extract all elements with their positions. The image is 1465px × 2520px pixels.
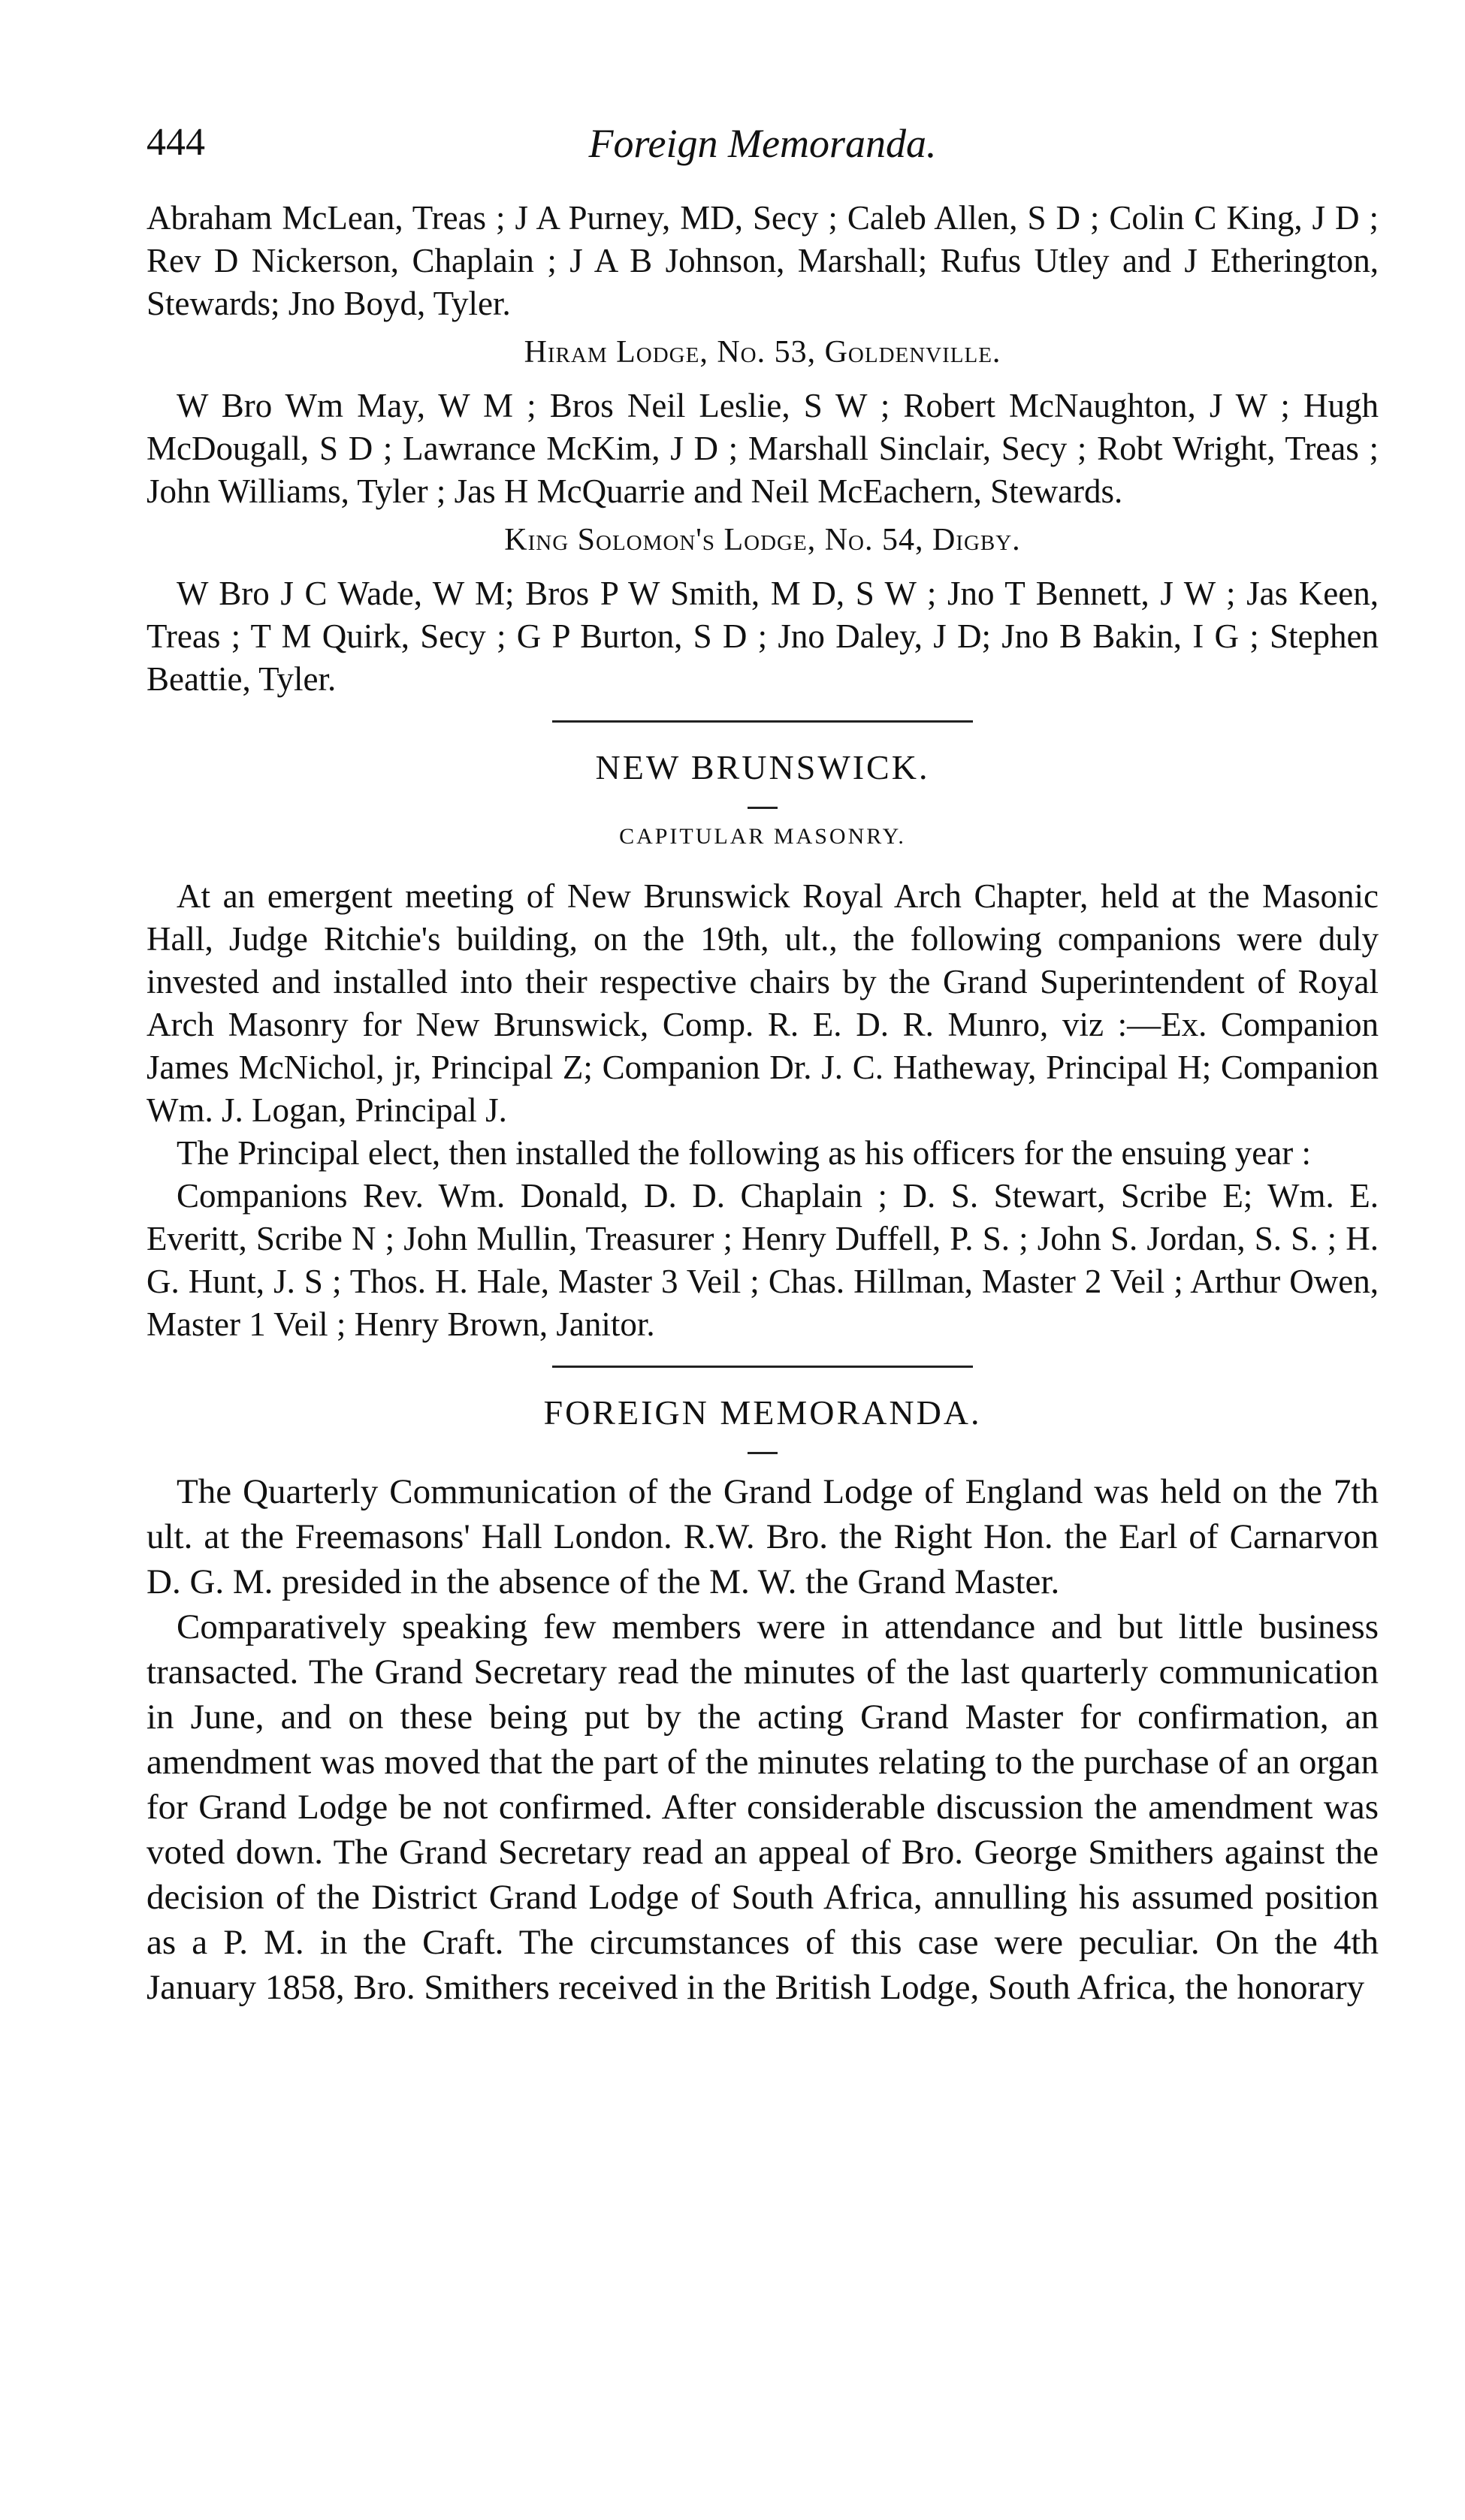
- heading-dash: [748, 807, 778, 809]
- paragraph: The Principal elect, then installed the following as his officers for the ensuing year :: [177, 1134, 1311, 1172]
- paragraph: The Quarterly Communication of the Grand Lodge of England was held on the 7th ult. at the Freemasons' Hall London. R.W. Bro. the Right Hon. the Earl of Carnarvon D. G. M. presided in the absence of the M. W. the Grand Master.: [146, 1472, 1379, 1601]
- page-content: [146, 197, 1379, 2010]
- page-header: [146, 120, 1379, 173]
- lodge-officers-continued: Abraham McLean, Treas ; J A Purney, MD, Secy ; Caleb Allen, S D ; Colin C King, J D ; Rev D Nickerson, Chaplain ; J A B Johnson, Marshall; Rufus Utley and J Etherington, Stewards; Jno Boyd, Tyler.: [146, 199, 1379, 322]
- section-divider: [552, 1366, 973, 1368]
- page-number: 444: [146, 121, 205, 164]
- section-heading-new-brunswick: NEW BRUNSWICK.: [595, 748, 930, 786]
- running-title: Foreign Memoranda.: [588, 121, 937, 166]
- lodge-heading-king-solomon: King Solomon's Lodge, No. 54, Digby.: [504, 523, 1021, 557]
- section-heading-foreign-memoranda: FOREIGN MEMORANDA.: [543, 1393, 982, 1432]
- lodge-heading-hiram: Hiram Lodge, No. 53, Goldenville.: [524, 335, 1001, 370]
- paragraph: Comparatively speaking few members were in attendance and but little business transacted. The Grand Secretary read the minutes of the last quarterly communication in June, and on these being put by the acting Grand Master for confirmation, an amendment was moved that the part of the minutes relating to the purchase of an organ for Grand Lodge be not confirmed. After considerable discussion the amendment was voted down. The Grand Secretary read an appeal of Bro. George Smithers against the decision of the District Grand Lodge of South Africa, annulling his assumed position as a P. M. in the Craft. The circumstances of this case were peculiar. On the 4th January 1858, Bro. Smithers received in the British Lodge, South Africa, the honorary: [146, 1607, 1379, 2007]
- section-divider: [552, 720, 973, 723]
- paragraph: Companions Rev. Wm. Donald, D. D. Chaplain ; D. S. Stewart, Scribe E; Wm. E. Everitt, Scribe N ; John Mullin, Treasurer ; Henry Duffell, P. S. ; John S. Jordan, S. S. ; H. G. Hunt, J. S ; Thos. H. Hale, Master 3 Veil ; Chas. Hillman, Master 2 Veil ; Arthur Owen, Master 1 Veil ; Henry Brown, Janitor.: [146, 1177, 1379, 1343]
- subheading-capitular-masonry: CAPITULAR MASONRY.: [619, 824, 906, 849]
- lodge-officers-hiram: W Bro Wm May, W M ; Bros Neil Leslie, S W ; Robert McNaughton, J W ; Hugh McDougall, S D ; Lawrance McKim, J D ; Marshall Sinclair, Secy ; Robt Wright, Treas ; John Williams, Tyler ; Jas H McQuarrie and Neil McEachern, Stewards.: [146, 387, 1379, 510]
- lodge-officers-king-solomon: W Bro J C Wade, W M; Bros P W Smith, M D, S W ; Jno T Bennett, J W ; Jas Keen, Treas ; T M Quirk, Secy ; G P Burton, S D ; Jno Daley, J D; Jno B Bakin, I G ; Stephen Beattie, Tyler.: [146, 575, 1379, 698]
- paragraph: At an emergent meeting of New Brunswick Royal Arch Chapter, held at the Masonic Hall, Judge Ritchie's building, on the 19th, ult., the following companions were duly invested and installed into their respective chairs by the Grand Superintendent of Royal Arch Masonry for New Brunswick, Comp. R. E. D. R. Munro, viz :—Ex. Companion James McNichol, jr, Principal Z; Companion Dr. J. C. Hatheway, Principal H; Companion Wm. J. Logan, Principal J.: [146, 877, 1379, 1129]
- heading-dash: [748, 1452, 778, 1454]
